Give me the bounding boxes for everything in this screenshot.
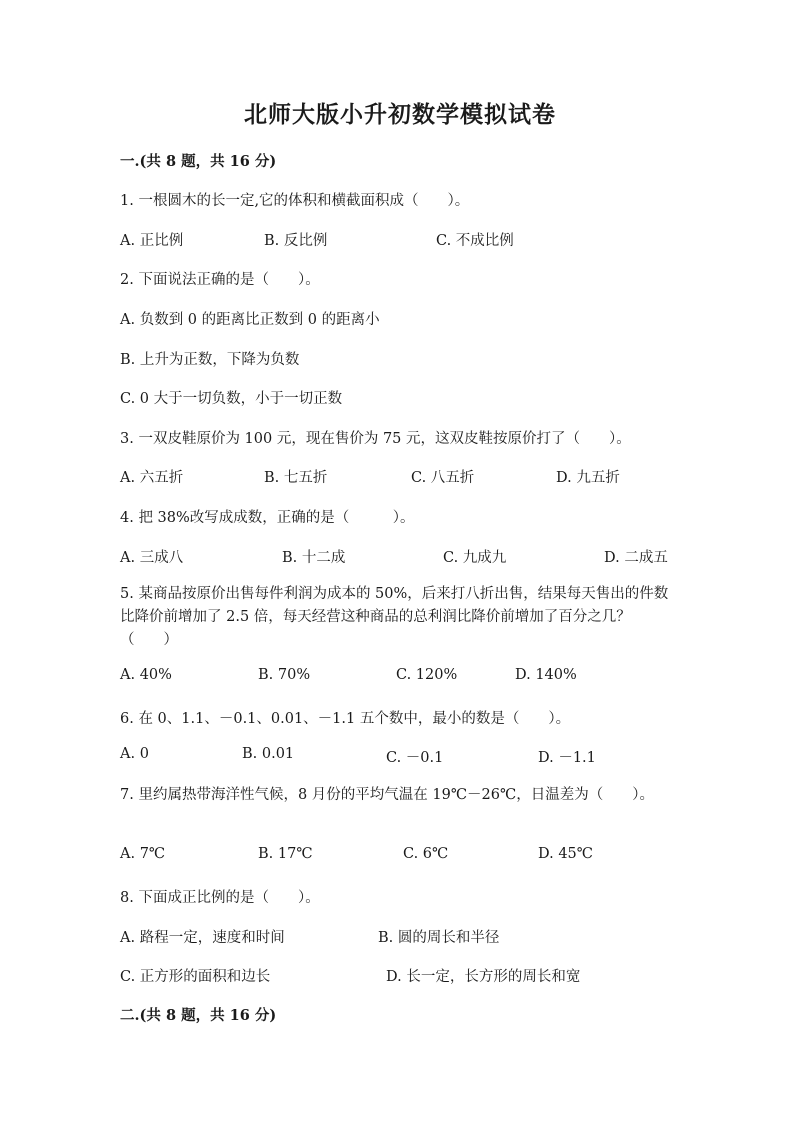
question-6-option-d[interactable]: D. －1.1 <box>538 750 596 766</box>
question-6-stem: 6. 在 0、1.1、－0.1、0.01、－1.1 五个数中，最小的数是（ ）。 <box>120 711 571 727</box>
section-heading-2: 二.(共 8 题，共 16 分) <box>120 1007 277 1024</box>
question-4-option-d[interactable]: D. 二成五 <box>604 550 668 566</box>
question-5-option-a[interactable]: A. 40% <box>120 667 172 683</box>
question-2-stem: 2. 下面说法正确的是（ ）。 <box>120 272 320 288</box>
question-4-option-b[interactable]: B. 十二成 <box>282 550 346 566</box>
page-title: 北师大版小升初数学模拟试卷 <box>244 101 556 128</box>
question-3-option-d[interactable]: D. 九五折 <box>556 470 620 486</box>
question-2-option-c[interactable]: C. 0 大于一切负数，小于一切正数 <box>120 391 343 407</box>
question-7-option-c[interactable]: C. 6℃ <box>403 846 449 862</box>
question-7-option-b[interactable]: B. 17℃ <box>258 846 313 862</box>
question-8-option-d[interactable]: D. 长一定，长方形的周长和宽 <box>386 969 581 985</box>
section-heading-1: 一.(共 8 题，共 16 分) <box>120 153 277 170</box>
question-4-option-c[interactable]: C. 九成九 <box>443 550 507 566</box>
question-8-option-b[interactable]: B. 圆的周长和半径 <box>378 930 500 946</box>
question-3-option-a[interactable]: A. 六五折 <box>120 470 184 486</box>
question-7-stem: 7. 里约属热带海洋性气候，8 月份的平均气温在 19℃－26℃，日温差为（ ）。 <box>120 787 654 803</box>
question-5-option-c[interactable]: C. 120% <box>396 667 458 683</box>
question-7-option-a[interactable]: A. 7℃ <box>120 846 166 862</box>
question-6-option-a[interactable]: A. 0 <box>120 746 149 762</box>
question-5-option-b[interactable]: B. 70% <box>258 667 311 683</box>
question-8-option-a[interactable]: A. 路程一定，速度和时间 <box>120 930 285 946</box>
question-8-option-c[interactable]: C. 正方形的面积和边长 <box>120 969 271 985</box>
question-2-option-a[interactable]: A. 负数到 0 的距离比正数到 0 的距离小 <box>120 312 380 328</box>
question-4-stem: 4. 把 38%改写成成数，正确的是（ ）。 <box>120 510 415 526</box>
question-1-stem: 1. 一根圆木的长一定,它的体积和横截面积成（ ）。 <box>120 193 470 209</box>
question-8-stem: 8. 下面成正比例的是（ ）。 <box>120 890 320 906</box>
question-3-stem: 3. 一双皮鞋原价为 100 元，现在售价为 75 元，这双皮鞋按原价打了（ ）。 <box>120 431 631 447</box>
question-1-option-a[interactable]: A. 正比例 <box>120 233 184 249</box>
question-1-option-b[interactable]: B. 反比例 <box>264 233 328 249</box>
question-5-option-d[interactable]: D. 140% <box>515 667 577 683</box>
question-3-option-c[interactable]: C. 八五折 <box>411 470 475 486</box>
question-4-option-a[interactable]: A. 三成八 <box>120 550 184 566</box>
question-2-option-b[interactable]: B. 上升为正数，下降为负数 <box>120 352 300 368</box>
question-1-option-c[interactable]: C. 不成比例 <box>436 233 514 249</box>
question-6-option-b[interactable]: B. 0.01 <box>242 746 295 762</box>
question-5-stem: 5. 某商品按原价出售每件利润为成本的 50%，后来打八折出售，结果每天售出的件数比降价前增加了 2.5 倍，每天经营这种商品的总利润比降价前增加了百分之几？（ ） <box>120 586 669 648</box>
question-6-option-c[interactable]: C. －0.1 <box>386 750 444 766</box>
question-3-option-b[interactable]: B. 七五折 <box>264 470 328 486</box>
question-7-option-d[interactable]: D. 45℃ <box>538 846 593 862</box>
